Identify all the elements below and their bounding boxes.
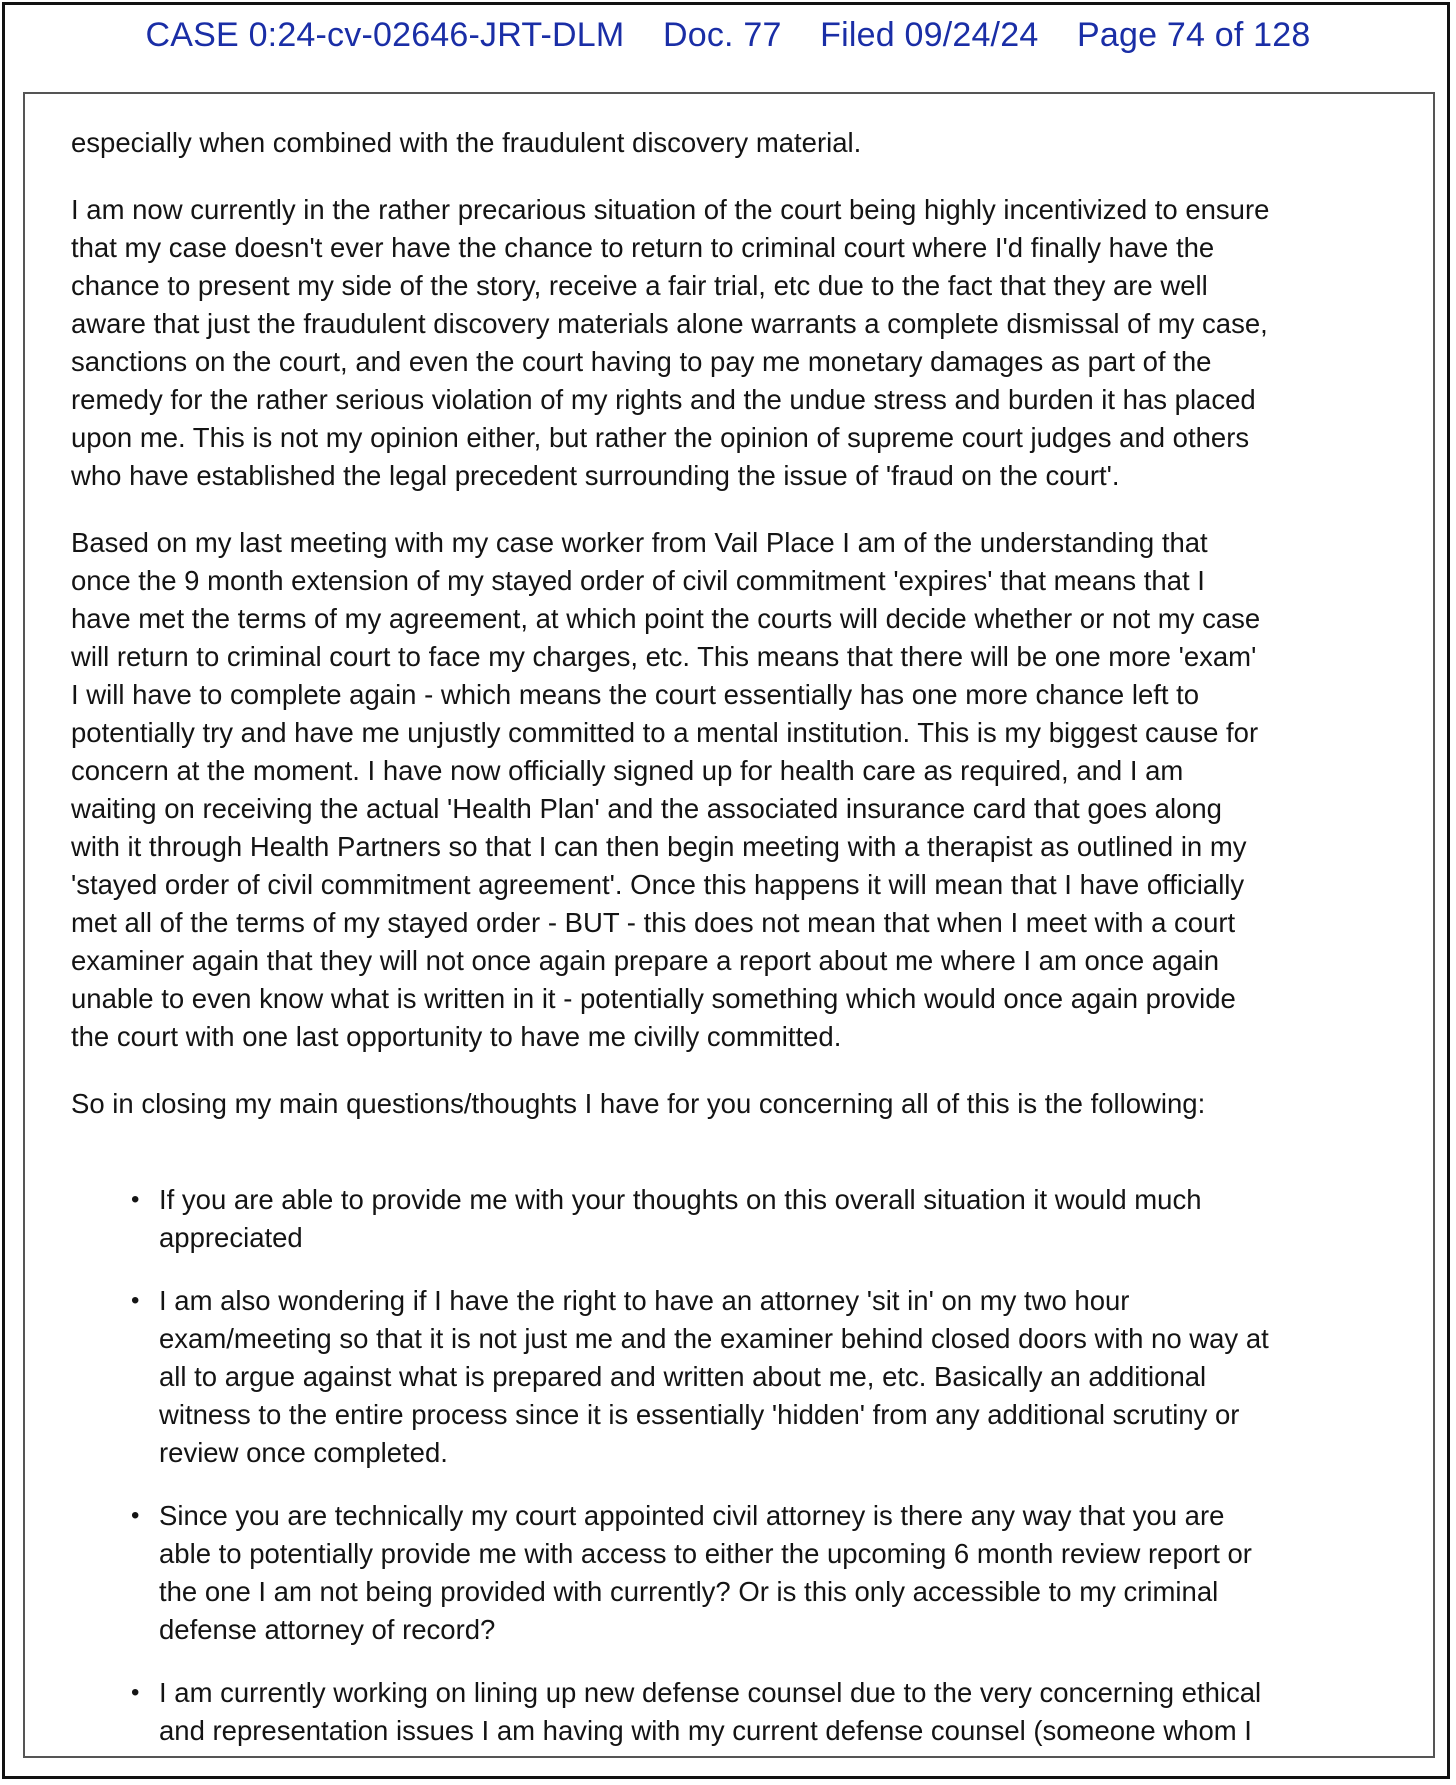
paragraph-line: sanctions on the court, and even the court having to pay me monetary damages as part of the — [71, 346, 1212, 377]
paragraph-line: unable to even know what is written in it - potentially something which would once again provide — [71, 983, 1236, 1014]
paragraph-line: Based on my last meeting with my case worker from Vail Place I am of the understanding that — [71, 527, 1208, 558]
list-item — [71, 1181, 1431, 1257]
bullet-icon: • — [131, 1287, 140, 1314]
paragraph-line: waiting on receiving the actual 'Health Plan' and the associated insurance card that goes along — [71, 793, 1222, 824]
list-item-line: Since you are technically my court appointed civil attorney is there any way that you are — [159, 1500, 1225, 1531]
paragraph-line: I will have to complete again - which means the court essentially has one more chance left to — [71, 679, 1200, 710]
paragraph-line: chance to present my side of the story, receive a fair trial, etc due to the fact that they are well — [71, 270, 1208, 301]
list-item-line: witness to the entire process since it is essentially 'hidden' from any additional scrutiny or — [159, 1399, 1240, 1430]
paragraph-line: remedy for the rather serious violation of my rights and the undue stress and burden it has placed — [71, 384, 1256, 415]
paragraph-line: with it through Health Partners so that I can then begin meeting with a therapist as outlined in my — [71, 831, 1247, 862]
document-body — [71, 124, 1431, 1758]
paragraph-line: will return to criminal court to face my charges, etc. This means that there will be one more 'exam' — [71, 641, 1257, 672]
paragraph-line: examiner again that they will not once again prepare a report about me where I am once again — [71, 945, 1220, 976]
paragraph — [71, 1085, 1431, 1123]
paragraph-line: have met the terms of my agreement, at which point the courts will decide whether or not my case — [71, 603, 1261, 634]
bullet-icon: • — [131, 1679, 140, 1706]
paragraph — [71, 124, 1431, 162]
paragraph-line: potentially try and have me unjustly committed to a mental institution. This is my biggest cause for — [71, 717, 1259, 748]
list-item-line: all to argue against what is prepared and written about me, etc. Basically an additional — [159, 1361, 1207, 1392]
document-box — [23, 92, 1435, 1758]
list-item-line: I am also wondering if I have the right to have an attorney 'sit in' on my two hour — [159, 1285, 1130, 1316]
list-item-line: I am currently working on lining up new defense counsel due to the very concerning ethical — [159, 1677, 1262, 1708]
paragraph-line: I am now currently in the rather precarious situation of the court being highly incentivized to ensure — [71, 194, 1270, 225]
list-item — [71, 1674, 1431, 1750]
paragraph-line: the court with one last opportunity to have me civilly committed. — [71, 1021, 842, 1052]
paragraph-line: that my case doesn't ever have the chance to return to criminal court where I'd finally have the — [71, 232, 1215, 263]
paragraph-line: 'stayed order of civil commitment agreement'. Once this happens it will mean that I have officially — [71, 869, 1245, 900]
paragraph-line: concern at the moment. I have now officially signed up for health care as required, and I am — [71, 755, 1184, 786]
list-item-line: defense attorney of record? — [159, 1614, 496, 1645]
paragraph-line: once the 9 month extension of my stayed order of civil commitment 'expires' that means that I — [71, 565, 1205, 596]
paragraph-line: especially when combined with the fraudulent discovery material. — [71, 127, 862, 158]
list-item-line: exam/meeting so that it is not just me and the examiner behind closed doors with no way at — [159, 1323, 1269, 1354]
list-item-line: review once completed. — [159, 1437, 448, 1468]
paragraph-line: So in closing my main questions/thoughts I have for you concerning all of this is the following: — [71, 1088, 1206, 1119]
paragraph — [71, 524, 1431, 1056]
bullet-icon: • — [131, 1186, 140, 1213]
list-item-line: and representation issues I am having with my current defense counsel (someone whom I — [159, 1715, 1252, 1746]
list-item — [71, 1497, 1431, 1649]
question-list — [71, 1181, 1431, 1750]
paragraph-line: met all of the terms of my stayed order - BUT - this does not mean that when I meet with a court — [71, 907, 1236, 938]
list-item-line: the one I am not being provided with currently? Or is this only accessible to my criminal — [159, 1576, 1219, 1607]
bullet-icon: • — [131, 1502, 140, 1529]
case-header: CASE 0:24-cv-02646-JRT-DLM Doc. 77 Filed 09/24/24 Page 74 of 128 — [145, 16, 1311, 54]
list-item-line: able to potentially provide me with access to either the upcoming 6 month review report or — [159, 1538, 1252, 1569]
list-item — [71, 1282, 1431, 1472]
paragraph-line: who have established the legal precedent surrounding the issue of 'fraud on the court'. — [71, 460, 1120, 491]
paragraph-line: upon me. This is not my opinion either, but rather the opinion of supreme court judges and others — [71, 422, 1250, 453]
paragraph — [71, 191, 1431, 495]
paragraph-line: aware that just the fraudulent discovery materials alone warrants a complete dismissal of my case, — [71, 308, 1268, 339]
list-item-line: appreciated — [159, 1222, 303, 1253]
list-item-line: If you are able to provide me with your thoughts on this overall situation it would much — [159, 1184, 1202, 1215]
